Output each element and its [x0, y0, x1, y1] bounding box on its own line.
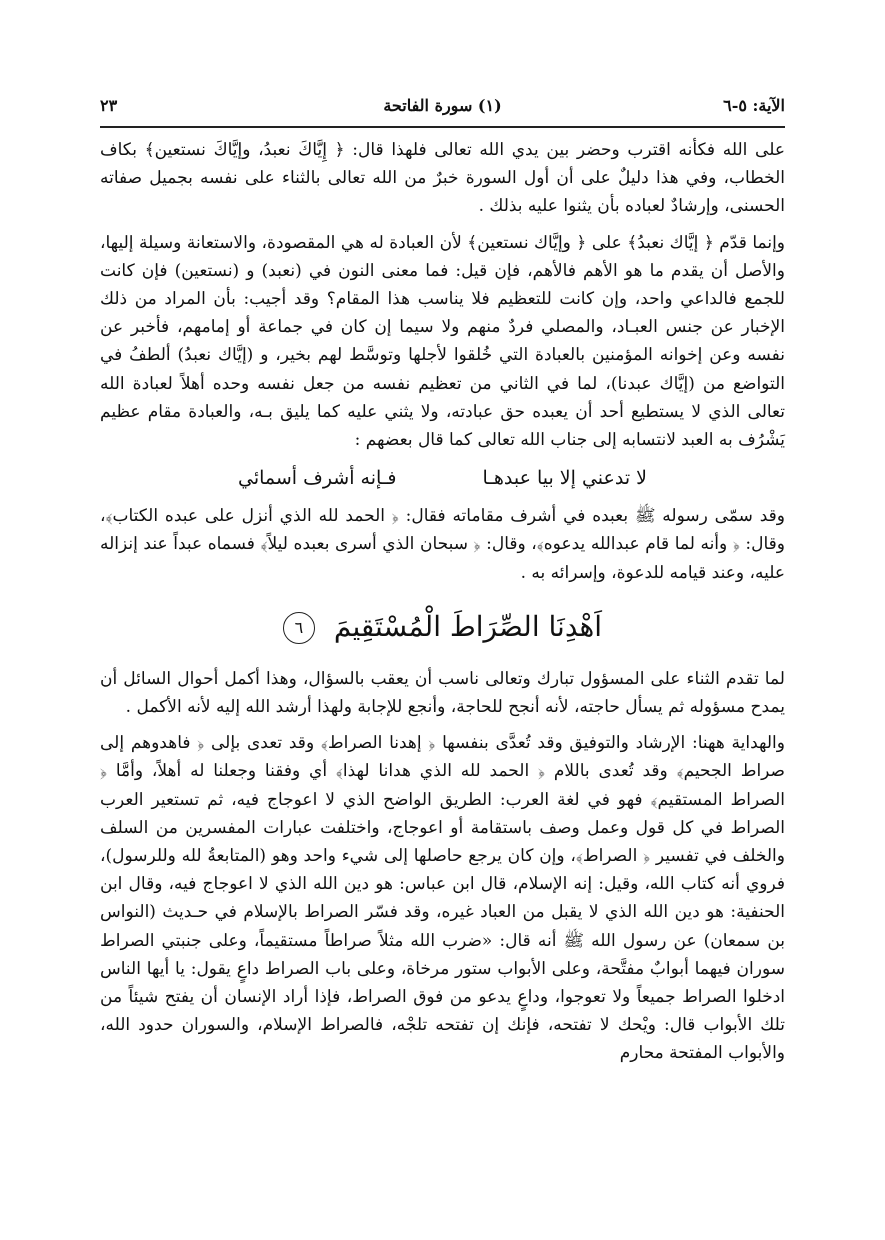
quran-ayah-heading	[100, 601, 785, 653]
ayah-text: اَهْدِنَا الصِّرَاطَ الْمُسْتَقِيمَ	[333, 609, 603, 643]
page-header	[100, 96, 785, 122]
page-body	[100, 136, 785, 1068]
verse-hemistich-1: لا تدعني إلا بيا عبدهـا	[482, 467, 648, 490]
paragraph: والهداية ههنا: الإرشاد والتوفيق وقد تُعدَّى بنفسها ﴿ إهدنا الصراط﴾ وقد تعدى بإلى ﴿ فاهدوهم إلى صراط الجحيم﴾ وقد تُعدى باللام ﴿ الحمد لله الذي هدانا لهذا﴾ أي وفقنا وجعلنا له أهلاً، وأمَّا ﴿ الصراط المستقيم﴾ فهو في لغة العرب: الطريق الواضح الذي لا اعوجاج فيه، ثم تستعير العرب الصراط في كل قول وعمل وصف باستقامة أو اعوجاج، واختلفت عبارات المفسرين من السلف والخلف في تفسير ﴿ الصراط﴾، وإن كان يرجع حاصلها إلى شيء واحد وهو (المتابعةُ لله وللرسول)، فروي أنه كتاب الله، وقيل: إنه الإسلام، قال ابن عباس: هو دين الله الذي لا اعوجاج فيه، وقال ابن الحنفية: هو دين الله الذي لا يقبل من العباد غيره، وقد فسّر الصراط بالإسلام في حـديث (النواس بن سمعان) عن رسول الله ﷺ أنه قال: «ضرب الله مثلاً صراطاً مستقيماً، وعلى جنبتي الصراط سوران فيهما أبوابٌ مفتَّحة، وعلى الأبواب ستور مرخاة، وعلى باب الصراط داعٍ يقول: يا أيها الناس ادخلوا الصراط جميعاً ولا تعوجوا، وداعٍ يدعو من فوق الصراط، فإذا أراد الإنسان أن يفتح شيئاً من تلك الأبواب قال: ويْحك لا تفتحه، فإنك إن تفتحه تلجْه، فالصراط الإسلام، والسوران حدود الله، والأبواب المفتحة محارم	[100, 733, 785, 1064]
ayah-number-badge: ٦	[283, 612, 315, 644]
paragraph: على الله فكأنه اقترب وحضر بين يدي الله تعالى فلهذا قال: ﴿ إِيَّاكَ نعبدُ، وإيَّاكَ نستعين﴾ بكاف الخطاب، وفي هذا دليلٌ على أن أول السورة خبرٌ من الله تعالى بالثناء على نفسه بجميل صفاته الحسنى، وإرشادٌ لعباده بأن يثنوا عليه بذلك .	[100, 140, 785, 217]
ayah-range-label: الآية: ٥-٦	[723, 96, 785, 115]
paragraph: لما تقدم الثناء على المسؤول تبارك وتعالى ناسب أن يعقب بالسؤال، وهذا أكمل أحوال السائل أن يمدح مسؤوله ثم يسأل حاجته، لأنه أنجح للحاجة، وأنجع للإجابة ولهذا أرشد الله إليه لأنه الأكمل .	[100, 668, 785, 718]
page-number: ٢٣	[100, 96, 118, 115]
verse-hemistich-2: فـإنه أشرف أسمائي	[237, 467, 397, 490]
paragraph: وقد سمّى رسوله ﷺ بعبده في أشرف مقاماته فقال: ﴿ الحمد لله الذي أنزل على عبده الكتاب﴾، وقال: ﴿ وأنه لما قام عبدالله يدعوه﴾، وقال: ﴿ سبحان الذي أسرى بعبده ليلاً﴾ فسماه عبداً عند إنزاله عليه، وعند قيامه للدعوة، وإسرائه به .	[100, 506, 785, 583]
paragraph: وإنما قدّم ﴿ إيَّاك نعبدُ﴾ على ﴿ وإيَّاك نستعين﴾ لأن العبادة له هي المقصودة، والاستعانة وسيلة إليها، والأصل أن يقدم ما هو الأهم فالأهم، فإن قيل: فما معنى النون في (نعبد) و (نستعين) فإن كانت للجمع فالداعي واحد، وإن كانت للتعظيم فلا يناسب هذا المقام؟ وقد أجيب: بأن المراد من ذلك الإخبار عن جنس العبـاد، والمصلي فردٌ منهم ولا سيما إن كان في جماعة أو إمامهم، فأخبر عن نفسه وعن إخوانه المؤمنين بالعبادة التي خُلقوا لأجلها وتوسَّط لهم بخير، و (إيَّاك نعبدُ) ألطفُ في التواضع من (إيَّاك عبدنا)، لما في الثاني من تعظيم نفسه من جعل نفسه وحده أهلاً لعبادة الله تعالى الذي لا يستطيع أحد أن يعبده حق عبادته، ولا يثني عليه كما يليق بـه، والعبادة مقام عظيم يَشْرُف به العبد لانتسابه إلى جناب الله تعالى كما قال بعضهم :	[100, 232, 785, 451]
poetry-verse	[100, 458, 785, 498]
surah-title: (١) سورة الفاتحة	[383, 96, 502, 115]
header-rule	[100, 126, 785, 128]
